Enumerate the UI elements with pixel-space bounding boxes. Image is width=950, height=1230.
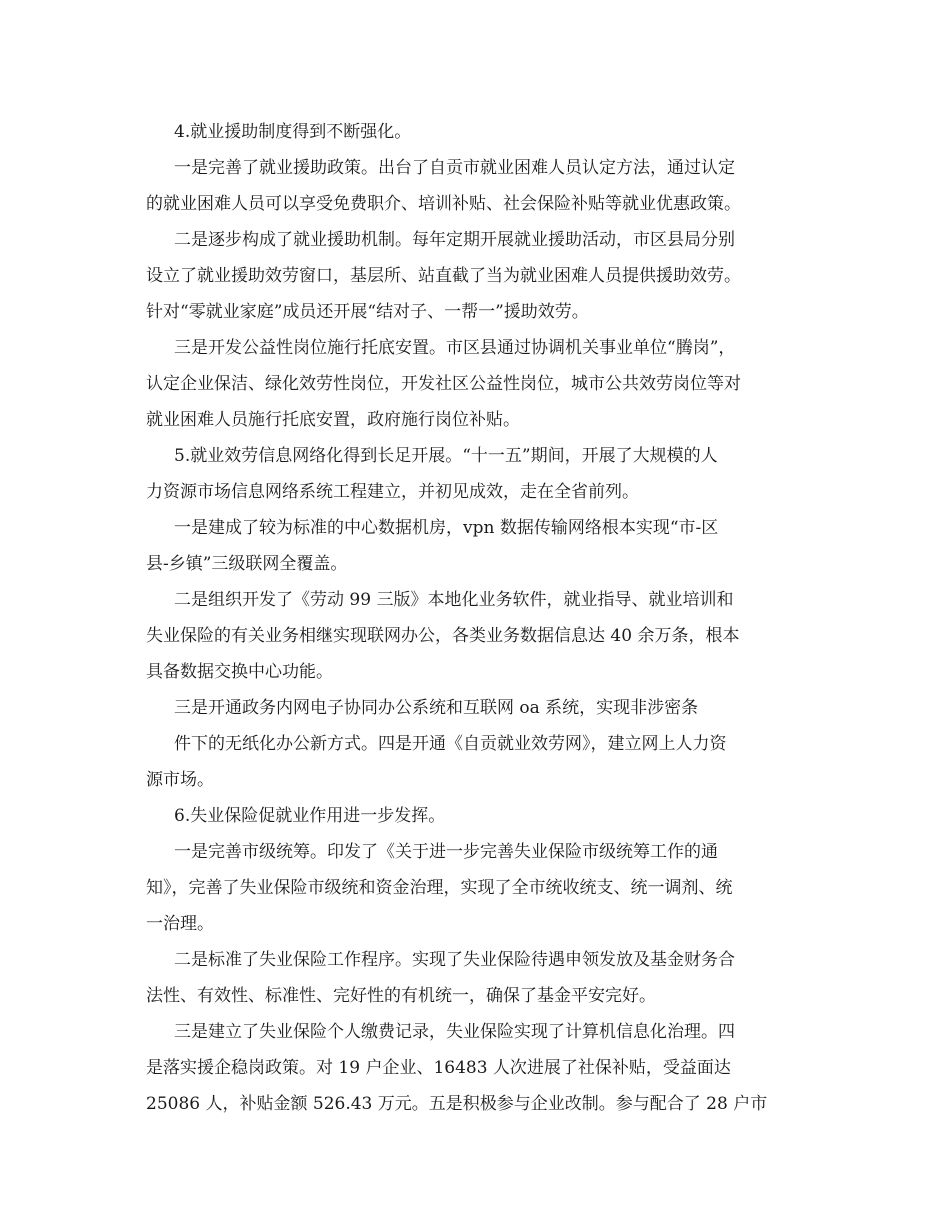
section-heading-6: 6.失业保险促就业作用进一步发挥。	[174, 806, 446, 826]
paragraph-line: 认定企业保洁、绿化效劳性岗位，开发社区公益性岗位，城市公共效劳岗位等对	[146, 374, 741, 394]
paragraph-line: 失业保险的有关业务相继实现联网办公，各类业务数据信息达 40 余万条，根本	[146, 626, 740, 646]
paragraph-line: 二是逐步构成了就业援助机制。每年定期开展就业援助活动，市区县局分别	[174, 230, 735, 250]
paragraph-line: 的就业困难人员可以享受免费职介、培训补贴、社会保险补贴等就业优惠政策。	[146, 194, 741, 214]
paragraph-line: 县-乡镇”三级联网全覆盖。	[146, 554, 348, 574]
paragraph-line: 针对“零就业家庭”成员还开展“结对子、一帮一”援助效劳。	[146, 302, 589, 322]
paragraph-line: 二是标准了失业保险工作程序。实现了失业保险待遇申领发放及基金财务合	[174, 950, 735, 970]
paragraph-line: 是落实援企稳岗政策。对 19 户企业、16483 人次进展了社保补贴，受益面达	[146, 1058, 731, 1078]
paragraph-line: 一是完善市级统筹。印发了《关于进一步完善失业保险市级统筹工作的通	[174, 842, 718, 862]
paragraph-line: 法性、有效性、标准性、完好性的有机统一，确保了基金平安完好。	[146, 986, 656, 1006]
paragraph-line: 三是开通政务内网电子协同办公系统和互联网 oa 系统，实现非涉密条	[174, 698, 699, 718]
paragraph-line: 具备数据交换中心功能。	[146, 662, 333, 682]
paragraph-line: 知》，完善了失业保险市级统和资金治理，实现了全市统收统支、统一调剂、统	[146, 878, 733, 898]
paragraph-line: 力资源市场信息网络系统工程建立，并初见成效，走在全省前列。	[146, 482, 639, 502]
paragraph-line: 一是建成了较为标准的中心数据机房，vpn 数据传输网络根本实现“市-区	[174, 518, 719, 538]
paragraph-line: 源市场。	[146, 770, 214, 790]
paragraph-line: 二是组织开发了《劳动 99 三版》本地化业务软件，就业指导、就业培训和	[174, 590, 734, 610]
paragraph-line: 一治理。	[146, 914, 214, 934]
paragraph-line: 三是建立了失业保险个人缴费记录，失业保险实现了计算机信息化治理。四	[174, 1022, 735, 1042]
paragraph-line: 设立了就业援助效劳窗口，基层所、站直截了当为就业困难人员提供援助效劳。	[146, 266, 741, 286]
paragraph-line: 就业困难人员施行托底安置，政府施行岗位补贴。	[146, 410, 520, 430]
paragraph-line: 件下的无纸化办公新方式。四是开通《自贡就业效劳网》，建立网上人力资	[174, 734, 727, 754]
section-heading-4: 4.就业援助制度得到不断强化。	[174, 122, 412, 142]
paragraph-line: 一是完善了就业援助政策。出台了自贡市就业困难人员认定方法，通过认定	[174, 158, 735, 178]
section-heading-5: 5.就业效劳信息网络化得到长足开展。“十一五”期间，开展了大规模的人	[174, 446, 718, 466]
paragraph-line: 三是开发公益性岗位施行托底安置。市区县通过协调机关事业单位“腾岗”，	[174, 338, 736, 358]
paragraph-line: 25086 人，补贴金额 526.43 万元。五是积极参与企业改制。参与配合了 28 户市	[146, 1094, 768, 1114]
